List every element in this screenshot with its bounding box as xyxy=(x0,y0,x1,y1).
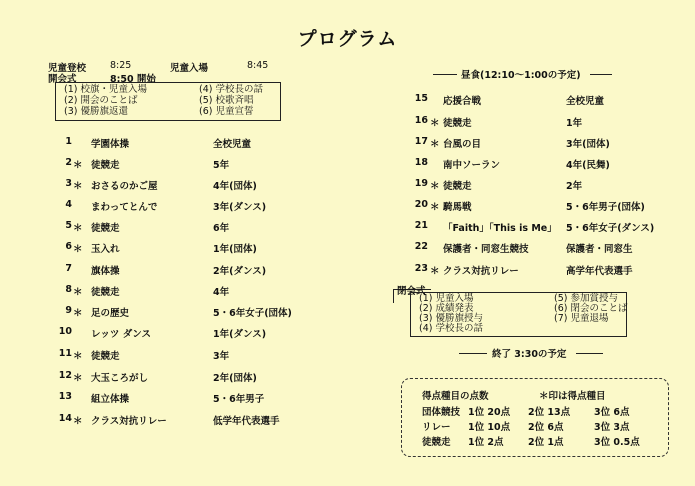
program-row xyxy=(412,157,682,171)
opening-label: 開会式 xyxy=(48,74,77,85)
scoring-points: 2位 13点 xyxy=(528,407,571,418)
program-name: 徒競走 xyxy=(443,118,472,129)
program-name: 徒競走 xyxy=(91,287,120,298)
program-number: 22 xyxy=(414,241,428,252)
program-name: 南中ソーラン xyxy=(443,160,501,171)
program-row xyxy=(60,263,310,277)
program-mark: ＊ xyxy=(430,202,440,213)
opening-item: (4) 学校長の話 xyxy=(199,84,263,95)
scoring-title: 得点種目の点数 xyxy=(422,391,489,402)
program-name: 台風の目 xyxy=(443,139,482,150)
program-number: 16 xyxy=(414,115,428,126)
program-group: 6年 xyxy=(213,223,230,234)
program-group: 高学年代表選手 xyxy=(566,266,633,277)
program-row xyxy=(412,241,682,255)
program-mark: ＊ xyxy=(73,373,83,384)
program-group: 3年(ダンス) xyxy=(213,202,267,213)
program-group: 4年(民舞) xyxy=(566,160,610,171)
program-number: 15 xyxy=(414,93,428,104)
program-mark: ＊ xyxy=(430,266,440,277)
program-mark: ＊ xyxy=(73,416,83,427)
scoring-points: 3位 3点 xyxy=(594,422,630,433)
opening-item: (2) 開会のことば xyxy=(64,95,138,106)
closing-item: (7) 児童退場 xyxy=(554,313,609,324)
program-group: 1年 xyxy=(566,118,583,129)
closing-label: 閉会式 xyxy=(397,286,426,297)
program-name: 組立体操 xyxy=(91,394,130,405)
program-mark: ＊ xyxy=(73,160,83,171)
program-name: おさるのかご屋 xyxy=(91,181,158,192)
scoring-points: 3位 0.5点 xyxy=(594,437,640,448)
program-name: 徒競走 xyxy=(91,160,120,171)
program-mark: ＊ xyxy=(73,223,83,234)
program-mark: ＊ xyxy=(430,181,440,192)
program-group: 2年(団体) xyxy=(213,373,257,384)
program-row xyxy=(60,284,310,298)
end-rule-left xyxy=(459,353,487,354)
program-row xyxy=(60,413,310,427)
program-number: 18 xyxy=(414,157,428,168)
program-name: 「Faith」「This is Me」 xyxy=(443,223,557,234)
end-label: 終了 3:30の予定 xyxy=(492,349,567,360)
program-mark: ＊ xyxy=(430,118,440,129)
program-number: 5 xyxy=(65,220,72,231)
opening-item: (1) 校旗・児童入場 xyxy=(64,84,147,95)
program-row xyxy=(60,370,310,384)
program-mark: ＊ xyxy=(73,181,83,192)
program-row xyxy=(60,326,310,340)
program-number: 12 xyxy=(58,370,72,381)
program-number: 4 xyxy=(65,199,72,210)
arrival-label: 児童登校 xyxy=(48,63,87,74)
program-number: 17 xyxy=(414,136,428,147)
opening-ceremony-box xyxy=(55,82,281,121)
program-group: 低学年代表選手 xyxy=(213,416,280,427)
program-group: 3年(団体) xyxy=(566,139,610,150)
program-row xyxy=(412,115,682,129)
program-name: 保護者・同窓生競技 xyxy=(443,244,529,255)
program-number: 2 xyxy=(65,157,72,168)
closing-ceremony-box xyxy=(410,292,627,337)
program-name: クラス対抗リレー xyxy=(91,416,167,427)
program-row xyxy=(60,157,310,171)
program-row xyxy=(412,220,682,234)
program-group: 3年 xyxy=(213,351,230,362)
program-name: レッツ ダンス xyxy=(91,329,152,340)
lunch-rule-right xyxy=(590,74,612,75)
opening-time: 8:50 開始 xyxy=(110,74,156,85)
program-name: 応援合戦 xyxy=(443,96,482,107)
closing-item: (3) 優勝旗授与 xyxy=(419,313,483,324)
program-row xyxy=(412,263,682,277)
program-name: 騎馬戦 xyxy=(443,202,472,213)
program-number: 10 xyxy=(58,326,72,337)
program-number: 3 xyxy=(65,178,72,189)
program-mark: ＊ xyxy=(73,308,83,319)
program-group: 2年(ダンス) xyxy=(213,266,267,277)
scoring-event: リレー xyxy=(422,422,451,433)
program-group: 4年 xyxy=(213,287,230,298)
arrival-time: 8:25 xyxy=(110,60,132,71)
program-group: 5年 xyxy=(213,160,230,171)
program-row xyxy=(412,178,682,192)
program-group: 5・6年女子(ダンス) xyxy=(566,223,655,234)
program-mark: ＊ xyxy=(430,139,440,150)
program-number: 14 xyxy=(58,413,72,424)
program-row xyxy=(412,199,682,213)
program-number: 21 xyxy=(414,220,428,231)
program-name: まわってとんで xyxy=(91,202,158,213)
scoring-note: ＊印は得点種目 xyxy=(539,391,606,402)
closing-item: (5) 参加賞授与 xyxy=(554,293,618,304)
program-number: 23 xyxy=(414,263,428,274)
program-number: 19 xyxy=(414,178,428,189)
opening-item: (6) 児童宣誓 xyxy=(199,106,254,117)
program-number: 6 xyxy=(65,241,72,252)
program-number: 8 xyxy=(65,284,72,295)
program-group: 4年(団体) xyxy=(213,181,257,192)
program-number: 1 xyxy=(65,136,72,147)
program-group: 5・6年男子(団体) xyxy=(566,202,645,213)
program-group: 5・6年女子(団体) xyxy=(213,308,292,319)
scoring-points: 1位 2点 xyxy=(468,437,504,448)
program-name: 旗体操 xyxy=(91,266,120,277)
program-row xyxy=(60,305,310,319)
closing-item: (2) 成績発表 xyxy=(419,303,474,314)
program-row xyxy=(60,220,310,234)
program-name: 玉入れ xyxy=(91,244,120,255)
program-group: 全校児童 xyxy=(566,96,605,107)
program-number: 13 xyxy=(58,391,72,402)
closing-item: (1) 児童入場 xyxy=(419,293,474,304)
program-mark: ＊ xyxy=(73,244,83,255)
entry-time: 8:45 xyxy=(247,60,269,71)
program-name: 大玉ころがし xyxy=(91,373,149,384)
scoring-points: 1位 10点 xyxy=(468,422,511,433)
scoring-points: 2位 1点 xyxy=(528,437,564,448)
scoring-event: 団体競技 xyxy=(422,407,461,418)
lunch-rule-left xyxy=(433,74,457,75)
program-row xyxy=(60,348,310,362)
entry-label: 児童入場 xyxy=(170,63,209,74)
program-name: 徒競走 xyxy=(91,351,120,362)
program-number: 7 xyxy=(65,263,72,274)
program-mark: ＊ xyxy=(73,287,83,298)
scoring-event: 徒競走 xyxy=(422,437,451,448)
page-title: プログラム xyxy=(297,28,398,50)
program-group: 全校児童 xyxy=(213,139,252,150)
program-row xyxy=(60,136,310,150)
opening-item: (3) 優勝旗返還 xyxy=(64,106,128,117)
program-row xyxy=(60,178,310,192)
program-group: 5・6年男子 xyxy=(213,394,265,405)
closing-item: (4) 学校長の話 xyxy=(419,323,483,334)
closing-item: (6) 閉会のことば xyxy=(554,303,628,314)
program-mark: ＊ xyxy=(73,351,83,362)
program-group: 1年(団体) xyxy=(213,244,257,255)
program-name: 徒競走 xyxy=(443,181,472,192)
program-group: 保護者・同窓生 xyxy=(566,244,633,255)
program-number: 9 xyxy=(65,305,72,316)
program-name: クラス対抗リレー xyxy=(443,266,519,277)
program-number: 20 xyxy=(414,199,428,210)
program-number: 11 xyxy=(58,348,72,359)
program-group: 1年(ダンス) xyxy=(213,329,267,340)
program-group: 2年 xyxy=(566,181,583,192)
program-name: 足の歴史 xyxy=(91,308,130,319)
program-name: 学園体操 xyxy=(91,139,130,150)
scoring-points: 3位 6点 xyxy=(594,407,630,418)
program-row xyxy=(412,136,682,150)
scoring-points: 1位 20点 xyxy=(468,407,511,418)
program-row xyxy=(60,199,310,213)
program-row xyxy=(60,391,310,405)
program-row xyxy=(412,93,682,107)
opening-item: (5) 校歌斉唱 xyxy=(199,95,254,106)
program-name: 徒競走 xyxy=(91,223,120,234)
scoring-points: 2位 6点 xyxy=(528,422,564,433)
scoring-box xyxy=(401,378,669,457)
end-rule-right xyxy=(576,353,603,354)
lunch-label: 昼食(12:10～1:00の予定) xyxy=(461,70,581,81)
program-row xyxy=(60,241,310,255)
